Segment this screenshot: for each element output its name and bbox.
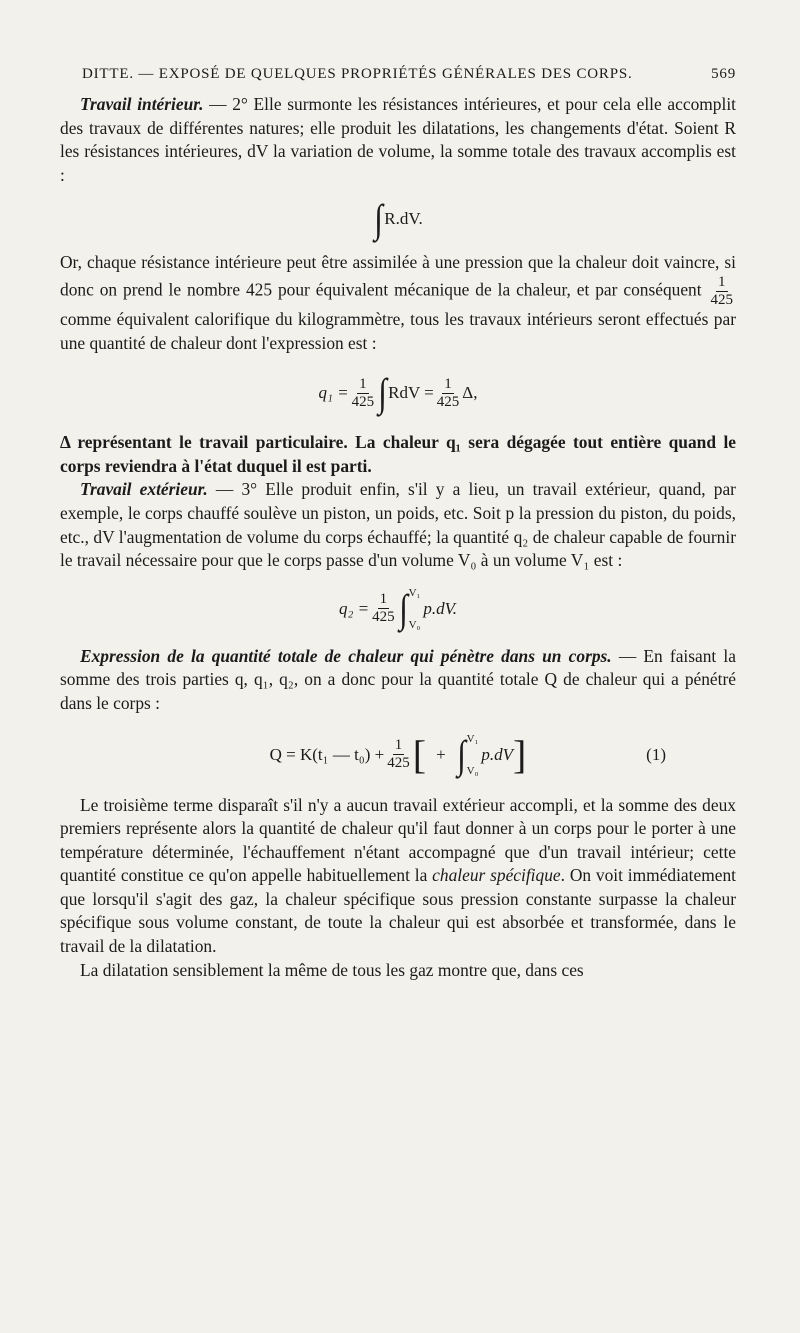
integral-sign: ∫ [378, 370, 388, 416]
paragraph-text: — En faisant la somme des trois parties q, q₁, q₂, on a donc pour la quantité totale Q de chaleur qui a pénétré dans le corps : [60, 645, 736, 713]
fraction [437, 377, 460, 410]
fraction-denominator: 425 [436, 393, 460, 410]
fraction-numerator: 1 [379, 591, 388, 608]
equation-number: (1) [646, 744, 666, 764]
formula-total-q [60, 716, 736, 794]
right-bracket: ] [513, 731, 527, 777]
integral-sign: ∫ [456, 731, 466, 777]
formula-rhs: Δ, [462, 383, 478, 403]
paragraph-travail-exterieur [60, 478, 736, 572]
runin-heading: Expression de la quantité totale de chaleur qui pénètre dans un corps. [80, 645, 612, 666]
formula-lhs: q₂ = [338, 598, 370, 618]
fraction [372, 592, 395, 625]
fraction-denominator: 425 [387, 755, 410, 771]
lower-limit: V₀ [466, 764, 479, 777]
header-title: DITTE. — EXPOSÉ DE QUELQUES PROPRIÉTÉS GÉNÉRALES DES CORPS. [82, 66, 633, 82]
paragraph-text: Le troisième terme disparaît s'il n'y a aucun travail extérieur accompli, et la somme des deux premiers représente alors la quantité de chaleur qu'il faut donner à un corps pour le porter à une température déterminée, l'échauffement n'étant accompagné que d'un travail intérieur; cette quantité constitue ce qu'on appelle habituellement la [60, 794, 736, 886]
paragraph-text: — 3° Elle produit enfin, s'il y a lieu, un travail extérieur, quand, par exemple, le corps chauffé soulève un piston, un poids, etc. Soit p la pression du piston, du poids, etc., dV l'augmentation de volume du corps échauffé; la quantité q₂ de chaleur capable de fournir le travail nécessaire pour que le corps passe d'un volume V₀ à un volume V₁ est : [60, 479, 736, 571]
formula-lhs: q₁ = [318, 383, 349, 403]
fraction-numerator: 1 [359, 375, 367, 392]
formula-integrand: p.dV. [423, 598, 458, 618]
integral-limits [409, 587, 421, 631]
fraction [352, 377, 375, 410]
runin-heading: Travail extérieur. [80, 479, 208, 500]
paragraph-text: . On voit immédiatement que lorsqu'il s'agit des gaz, la chaleur spécifique sous pression constante surpasse la chaleur spécifique sous volume constant, de toute la chaleur qui est absorbée et transformée, dans le travail de la dilatation. [60, 865, 736, 957]
fraction-denominator: 425 [351, 393, 375, 410]
fraction [387, 738, 410, 771]
left-bracket: [ [412, 731, 427, 777]
formula-inner-operator: + [436, 744, 446, 764]
paragraph-text: Or, chaque résistance intérieure peut être assimilée à une pression que la chaleur doit vaincre, si donc on prend le nombre 425 pour équivalent mécanique de la chaleur, et par conséquent [60, 252, 736, 300]
formula-integrand: RdV = [388, 383, 434, 403]
fraction [711, 275, 734, 308]
formula-integrand: R.dV. [384, 209, 423, 229]
running-header [82, 66, 736, 83]
paragraph-equivalent [60, 251, 736, 355]
runin-heading: Travail intérieur. [80, 94, 204, 114]
fraction-numerator: 1 [394, 737, 403, 753]
upper-limit: V₁ [408, 586, 421, 599]
paragraph-dilatation: La dilatation sensiblement la même de tous les gaz montre que, dans ces [80, 959, 584, 980]
fraction-numerator: 1 [444, 375, 452, 392]
formula-q1 [60, 355, 736, 431]
upper-limit: V₁ [466, 732, 479, 745]
paragraph-text: comme équivalent calorifique du kilogrammètre, tous les travaux intérieurs seront effectués par une quantité de chaleur dont l'expression est : [60, 308, 736, 353]
fraction-numerator: 1 [718, 273, 726, 290]
integral-sign: ∫ [374, 196, 384, 242]
formula-integral-rdv [60, 187, 736, 251]
fraction-denominator: 425 [372, 609, 395, 626]
paragraph-chaleur-specifique [60, 794, 736, 959]
formula-lhs: Q = K(t₁ — t₀) + [269, 744, 385, 764]
page-number: 569 [711, 66, 736, 82]
formula-q2 [60, 573, 736, 645]
paragraph-text: — 2° Elle surmonte les résistances intérieures, et pour cela elle accomplit des travaux de différentes natures; elle produit les dilatations, les changements d'état. Soient R les résistances intérieures, dV la variation de volume, la somme totale des travaux accomplis est : [60, 94, 736, 185]
italic-term: chaleur spécifique [432, 865, 561, 886]
fraction-denominator: 425 [710, 291, 733, 308]
paragraph-expression-totale [60, 645, 736, 716]
integral-sign: ∫ [398, 585, 408, 631]
lower-limit: V₀ [408, 618, 421, 631]
formula-integrand: p.dV [481, 744, 514, 764]
paragraph-delta: Δ représentant le travail particulaire. La chaleur q₁ sera dégagée tout entière quand le corps reviendra à l'état duquel il est parti. [60, 432, 736, 476]
paragraph-travail-interieur [60, 93, 736, 187]
integral-limits [467, 733, 479, 777]
